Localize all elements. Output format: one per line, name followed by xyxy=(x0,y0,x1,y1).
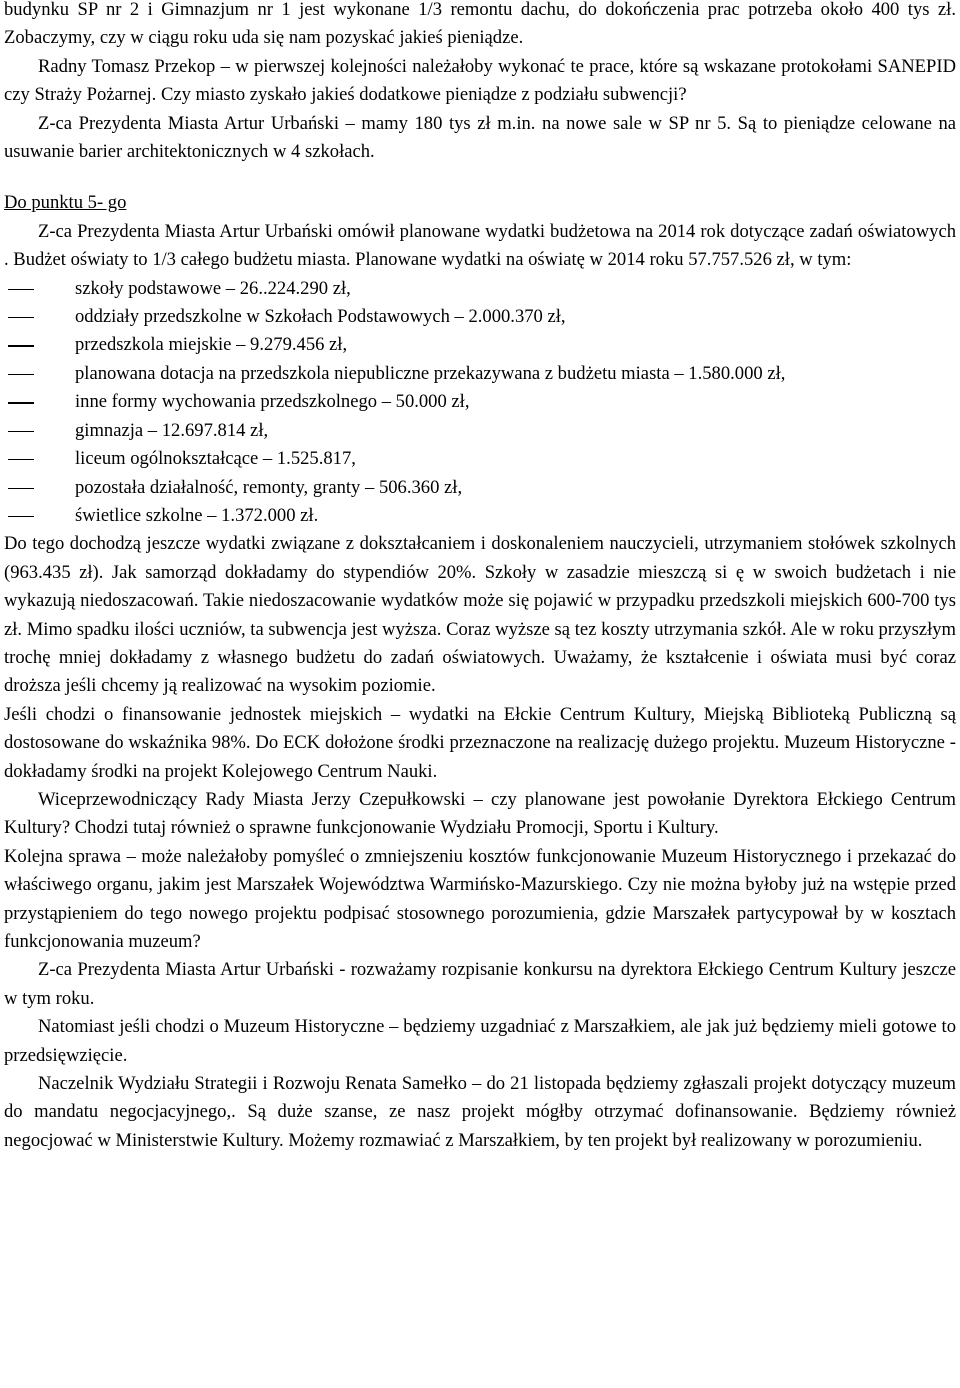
document-page xyxy=(4,0,956,1155)
section-intro: Z-ca Prezydenta Miasta Artur Urbański omówił planowane wydatki budżetowa na 2014 rok dotyczące zadań oświatowych . Budżet oświaty to 1/3 całego budżetu miasta. Planowane wydatki na oświatę w 2014 roku 57.757.526 zł, w tym: xyxy=(4,220,956,271)
paragraph-museum-marszalek: Natomiast jeśli chodzi o Muzeum Historyczne – będziemy uzgadniać z Marszałkiem, ale jak już będziemy mieli gotowe to przedsięwzięcie. xyxy=(4,1016,956,1066)
list-item: szkoły podstawowe – 26..224.290 zł, xyxy=(4,275,956,303)
list-item: świetlice szkolne – 1.372.000 zł. xyxy=(4,502,956,530)
paragraph-urbanski-competition: Z-ca Prezydenta Miasta Artur Urbański - rozważamy rozpisanie konkursu na dyrektora Ełckiego Centrum Kultury jeszcze w tym roku. xyxy=(4,959,956,1009)
list-item: pozostała działalność, remonty, granty – 506.360 zł, xyxy=(4,474,956,502)
paragraph-radny-przekop: Radny Tomasz Przekop – w pierwszej kolejności należałoby wykonać te prace, które są wskazane protokołami SANEPID czy Straży Pożarnej. Czy miasto zyskało jakieś dodatkowe pieniądze z podziału subwencji? xyxy=(4,55,956,106)
section-heading: Do punktu 5- go xyxy=(4,192,127,214)
list-item: liceum ogólnokształcące – 1.525.817, xyxy=(4,445,956,473)
list-item: oddziały przedszkolne w Szkołach Podstawowych – 2.000.370 zł, xyxy=(4,303,956,331)
spacer xyxy=(4,166,956,189)
paragraph-city-units: Jeśli chodzi o finansowanie jednostek miejskich – wydatki na Ełckie Centrum Kultury, Miejską Biblioteką Publiczną są dostosowane do wskaźnika 98%. Do ECK dołożone środki przeznaczone na realizację dużego projektu. Muzeum Historyczne - dokładamy środki na projekt Kolejowego Centrum Nauki. xyxy=(4,703,956,782)
paragraph-czepulkowski: Wiceprzewodniczący Rady Miasta Jerzy Czepułkowski – czy planowane jest powołanie Dyrektora Ełckiego Centrum Kultury? Chodzi tutaj również o sprawne funkcjonowanie Wydziału Promocji, Sportu i Kultury. xyxy=(4,788,956,839)
budget-list xyxy=(4,275,956,531)
paragraph-museum-costs: Kolejna sprawa – może należałoby pomyśleć o zmniejszeniu kosztów funkcjonowanie Muzeum Historycznego i przekazać do właściwego organu, jakim jest Marszałek Województwa Warmińsko-Mazurskiego. Czy nie można byłoby już na wstępie przed przystąpieniem do tego nowego projektu podpisać stosownego porozumienia, gdzie Marszałek partycypował by w kosztach funkcjonowania muzeum? xyxy=(4,845,956,952)
list-item: inne formy wychowania przedszkolnego – 50.000 zł, xyxy=(4,388,956,416)
paragraph-urbanski-reply: Z-ca Prezydenta Miasta Artur Urbański – mamy 180 tys zł m.in. na nowe sale w SP nr 5. Są to pieniądze celowane na usuwanie barier architektonicznych w 4 szkołach. xyxy=(4,112,956,163)
list-item: przedszkola miejskie – 9.279.456 zł, xyxy=(4,331,956,359)
paragraph-education-costs: Do tego dochodzą jeszcze wydatki związane z dokształcaniem i doskonaleniem nauczycieli, utrzymaniem stołówek szkolnych (963.435 zł). Jak samorząd dokładamy do stypendiów 20%. Szkoły w zasadzie mieszczą si ę w swoich budżetach i nie wykazują niedoszacowań. Takie niedoszacowanie wydatków może się pojawić w przypadku przedszkoli miejskich 600-700 tys zł. Mimo spadku ilości uczniów, ta subwencja jest wyższa. Coraz wyższe są tez koszty utrzymania szkół. Ale w roku przyszłym trochę mniej dokładamy z własnego budżetu do zadań oświatowych. Uważamy, że kształcenie i oświata musi być coraz droższa jeśli chcemy ją realizować na wysokim poziomie. xyxy=(4,533,956,697)
paragraph-continuation: budynku SP nr 2 i Gimnazjum nr 1 jest wykonane 1/3 remontu dachu, do dokończenia prac potrzeba około 400 tys zł. Zobaczymy, czy w ciągu roku uda się nam pozyskać jakieś pieniądze. xyxy=(4,0,956,49)
list-item: planowana dotacja na przedszkola niepubliczne przekazywana z budżetu miasta – 1.580.000 zł, xyxy=(4,360,956,388)
paragraph-samelko: Naczelnik Wydziału Strategii i Rozwoju Renata Samełko – do 21 listopada będziemy zgłaszali projekt dotyczący muzeum do mandatu negocjacyjnego,. Są duże szanse, ze nasz projekt mógłby otrzymać dofinansowanie. Będziemy również negocjować w Ministerstwie Kultury. Możemy rozmawiać z Marszałkiem, by ten projekt był realizowany w porozumieniu. xyxy=(4,1073,956,1151)
list-item: gimnazja – 12.697.814 zł, xyxy=(4,417,956,445)
